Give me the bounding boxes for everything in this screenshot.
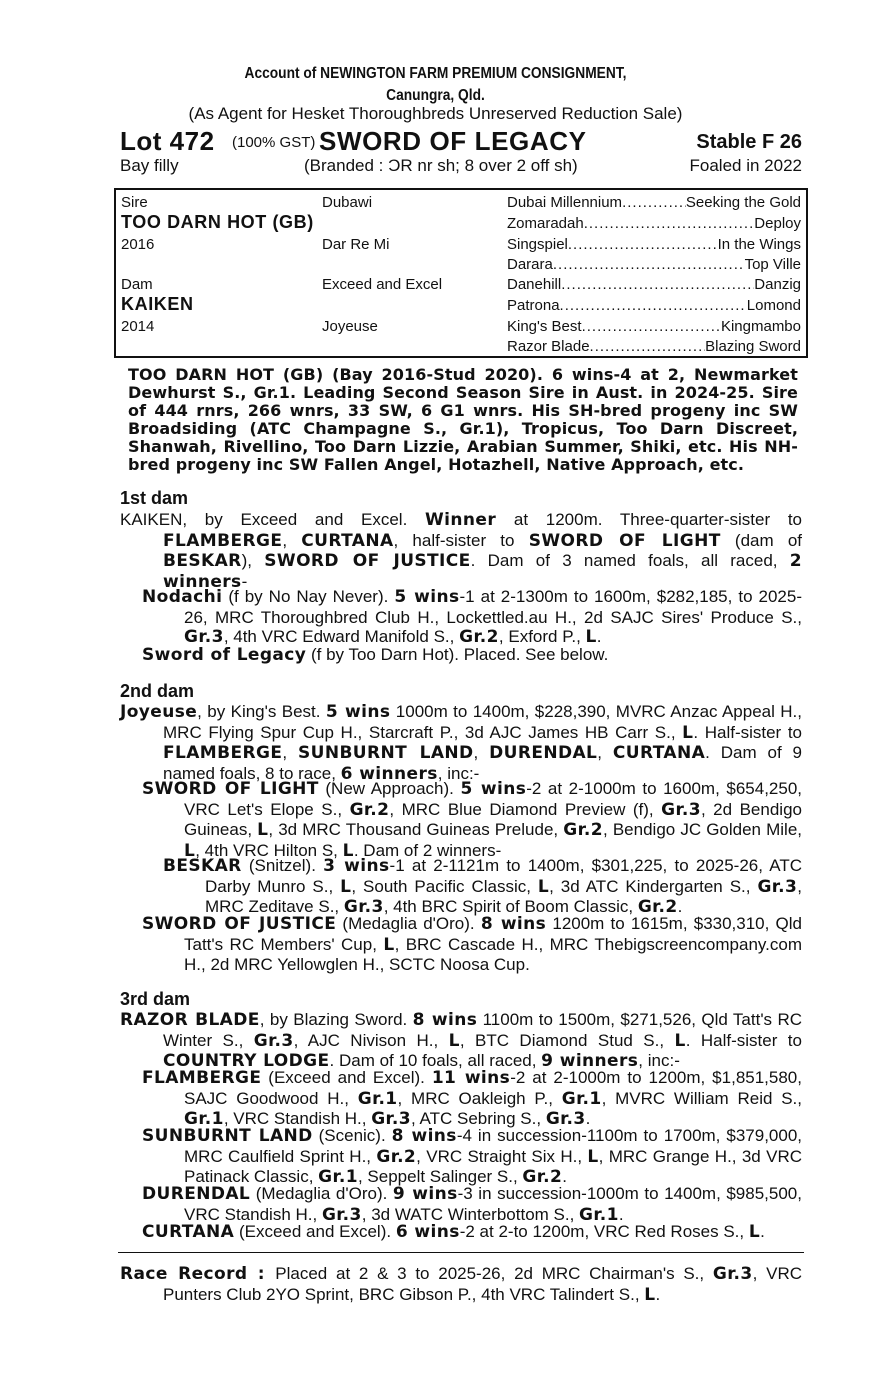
bold-run: L <box>674 1030 686 1051</box>
lot-details-row <box>120 156 802 178</box>
text-run: , 4th BRC Spirit of Boom Classic, <box>383 897 638 916</box>
bold-run: SUNBURNT LAND <box>142 1126 313 1146</box>
ancestor-dam-sire: Deploy <box>754 215 801 232</box>
text-run: , 4th VRC Hilton S, <box>195 840 343 860</box>
second-dam-heading: 2nd dam <box>120 681 195 701</box>
text-run: (Exceed and Excel). <box>261 1068 432 1087</box>
text-run: -1 at 2-1300m to 1600m, $282,185, to 2025-26, MRC Thoroughbred Club H., Lockettled.au H., 2d SAJC Sires' Produce S., <box>184 587 802 627</box>
text-run: , 3d ATC Kindergarten S., <box>549 876 758 896</box>
bold-run: L <box>585 627 597 647</box>
text-run: ), <box>241 551 265 570</box>
text-run: , VRC Punters Club 2YO Sprint, BRC Gibson P., 4th VRC Talindert S., <box>163 1264 803 1304</box>
bold-run: CURTANA <box>142 1222 235 1242</box>
leader-dots <box>561 276 754 294</box>
text-run: 1000m to 1400m, $228,390, MVRC Anzac Appeal H., MRC Flying Spur Cup H., Starcraft P., 3d AJC James HB Carr S., <box>163 702 802 742</box>
ancestor-dam-sire: In the Wings <box>717 236 801 253</box>
ancestor-sire: Patrona <box>507 297 560 314</box>
text-run: , BRC Cascade H., MRC Thebigscreencompany.com H., 2d MRC Yellowglen H., SCTC Noosa Cup. <box>184 934 802 974</box>
bold-run: Gr.3 <box>712 1264 753 1284</box>
foal-entry <box>142 587 802 648</box>
third-gen-row <box>507 194 801 212</box>
third-dam-heading: 3rd dam <box>120 989 191 1009</box>
leader-dots <box>584 215 755 233</box>
third-gen-row <box>507 256 801 274</box>
foal-entry <box>142 645 802 666</box>
bold-run: COUNTRY LODGE <box>163 1051 330 1071</box>
bold-run: 8 wins <box>412 1010 478 1030</box>
text-run: Placed at 2 & 3 to 2025-26, 2d MRC Chairman's S., <box>275 1264 713 1283</box>
foal-entry <box>142 1068 802 1130</box>
third-gen-row <box>507 338 801 356</box>
bold-run: SWORD OF JUSTICE <box>264 551 471 571</box>
ancestor-sire: Zomaradah <box>507 215 584 232</box>
text-run: , <box>282 743 298 762</box>
text-run: (Exceed and Excel). <box>234 1222 396 1241</box>
foal-entry <box>142 1126 802 1188</box>
bold-run: FLAMBERGE <box>142 1068 262 1088</box>
ancestor-sire: Razor Blade <box>507 338 590 355</box>
text-run: (New Approach). <box>318 779 461 798</box>
bold-run: Gr.3 <box>371 1109 412 1129</box>
text-run: (f by No Nay Never). <box>222 587 395 606</box>
text-run: , Exford P., <box>498 627 586 646</box>
bold-run: Gr.1 <box>184 1109 224 1129</box>
race-record <box>120 1264 802 1305</box>
grandfoal-entry <box>163 856 802 918</box>
text-run: (f by Too Darn Hot). Placed. See below. <box>306 645 609 664</box>
third-gen-row <box>507 236 801 254</box>
bold-run: CURTANA <box>612 743 706 763</box>
text-run: . Half-sister to <box>685 1030 802 1050</box>
text-run: , MVRC William Reid S., <box>601 1088 802 1108</box>
text-run: , South Pacific Classic, <box>351 876 538 896</box>
dam-entry <box>120 510 802 592</box>
text-run: , Bendigo JC Golden Mile, <box>603 820 802 839</box>
lot-number: Lot 472 <box>120 126 215 156</box>
dam-entry <box>120 1010 802 1072</box>
text-run: . <box>677 897 683 916</box>
text-run: , 3d WATC Winterbottom S., <box>361 1204 580 1224</box>
first-dam-heading: 1st dam <box>120 488 189 508</box>
foal-entry <box>142 914 802 975</box>
bold-run: SWORD OF LIGHT <box>142 779 319 799</box>
text-run: . Half-sister to <box>693 722 803 742</box>
text-run: , MRC Grange H., 3d VRC Patinack Classic, <box>184 1146 802 1186</box>
text-run: , AJC Nivison H., <box>293 1030 449 1050</box>
ancestor-dam-sire: Seeking the Gold <box>685 194 801 211</box>
text-run: -2 at 2-1000m to 1200m, $1,851,580, SAJC Goodwood H., <box>184 1068 802 1108</box>
text-run: , by King's Best. <box>197 702 326 721</box>
text-run: , <box>473 743 490 762</box>
bold-run: Winner <box>425 510 497 530</box>
bold-run: 3 wins <box>323 856 390 876</box>
leader-dots <box>553 256 745 274</box>
bold-run: 11 wins <box>431 1068 511 1088</box>
bold-run: 9 wins <box>392 1184 458 1204</box>
bold-run: Gr.3 <box>184 627 224 647</box>
text-run: (Scenic). <box>312 1126 392 1145</box>
third-gen-row <box>507 318 801 336</box>
lot-title-row <box>120 126 802 156</box>
text-run: . <box>655 1284 661 1304</box>
ancestor-dam-sire: Lomond <box>746 297 801 314</box>
bold-run: Gr.3 <box>661 799 701 820</box>
ancestor-dam-sire: Top Ville <box>744 256 801 273</box>
bold-run: 8 wins <box>391 1126 457 1146</box>
text-run: , MRC Zeditave S., <box>205 876 802 916</box>
bold-run: Gr.3 <box>253 1030 294 1051</box>
bold-run: SUNBURNT LAND <box>297 743 474 763</box>
bold-run: Gr.2 <box>376 1146 417 1167</box>
bold-run: 6 wins <box>395 1222 460 1242</box>
text-run: (dam of <box>720 530 803 550</box>
text-run: , 4th VRC Edward Manifold S., <box>223 627 460 646</box>
ancestor-sire: Darara <box>507 256 553 273</box>
text-run: , ATC Sebring S., <box>411 1109 546 1128</box>
leader-dots <box>568 236 718 254</box>
text-run: , <box>282 530 302 550</box>
text-run: , by Blazing Sword. <box>259 1010 413 1029</box>
sire-dam: Dar Re Mi <box>322 236 390 253</box>
bold-run: Gr.1 <box>318 1167 358 1187</box>
stable-number: Stable F 26 <box>696 131 802 153</box>
bold-run: SWORD OF JUSTICE <box>142 914 337 934</box>
bold-run: L <box>537 876 550 897</box>
bold-run: Gr.1 <box>579 1204 619 1225</box>
consignor-line: Account of NEWINGTON FARM PREMIUM CONSIGNMENT, <box>244 65 627 82</box>
foal-entry <box>142 1222 802 1243</box>
bold-run: Gr.3 <box>757 876 798 897</box>
ancestor-dam-sire: Kingmambo <box>720 318 801 335</box>
horse-name: SWORD OF LEGACY <box>319 126 587 156</box>
bold-run: L <box>342 840 354 861</box>
dam-entry <box>120 702 802 784</box>
bold-run: L <box>340 876 352 897</box>
text-run: , 2d Bendigo Guineas, <box>184 799 802 839</box>
bold-run: 9 winners <box>541 1051 639 1071</box>
dam-dam: Joyeuse <box>322 318 378 335</box>
brand-description: (Branded : ƆR nr sh; 8 over 2 off sh) <box>304 156 578 175</box>
bold-run: FLAMBERGE <box>163 530 283 551</box>
third-gen-row <box>507 215 801 233</box>
text-run: (Medaglia d'Oro). <box>250 1184 393 1203</box>
leader-dots <box>560 297 747 315</box>
bold-run: 5 wins <box>460 779 527 799</box>
text-run: . <box>585 1109 591 1128</box>
dam-sire: Exceed and Excel <box>322 276 443 293</box>
text-run: , BTC Diamond Stud S., <box>459 1030 675 1050</box>
bold-run: 5 wins <box>394 587 460 607</box>
text-run: , VRC Standish H., <box>223 1109 372 1128</box>
dam-label: Dam <box>121 276 153 293</box>
foaled-year: Foaled in 2022 <box>689 156 802 175</box>
text-run: - <box>241 571 248 591</box>
text-run: 1200m to 1615m, $330,310, Qld Tatt's RC Members' Cup, <box>184 914 802 954</box>
bold-run: 8 wins <box>480 914 547 934</box>
gst-note: (100% GST) <box>232 134 316 151</box>
bold-run: 6 winners <box>340 763 438 784</box>
text-run: , MRC Oakleigh P., <box>397 1088 562 1108</box>
bold-run: DURENDAL <box>142 1184 251 1204</box>
divider <box>118 1252 804 1253</box>
bold-run: L <box>748 1222 761 1242</box>
text-run: , 3d MRC Thousand Guineas Prelude, <box>268 820 564 839</box>
text-run: . Dam of 9 named foals, 8 to race, <box>163 743 803 783</box>
bold-run: Joyeuse <box>120 702 198 722</box>
text-run: -1 at 2-1121m to 1400m, $301,225, to 2025-26, ATC Darby Munro S., <box>205 856 802 896</box>
foal-entry <box>142 1184 802 1225</box>
bold-run: Nodachi <box>142 587 223 607</box>
text-run: KAIKEN, by Exceed and Excel. <box>120 510 426 529</box>
text-run: . <box>562 1167 567 1186</box>
ancestor-dam-sire: Blazing Sword <box>705 338 801 355</box>
bold-run: L <box>644 1284 656 1305</box>
text-run: -4 in succession-1100m to 1700m, $379,000, MRC Caulfield Sprint H., <box>184 1126 802 1166</box>
text-run: . <box>760 1222 765 1241</box>
text-run: . <box>596 627 602 646</box>
text-run: (Medaglia d'Oro). <box>336 914 481 933</box>
text-run: . Dam of 2 winners- <box>353 840 502 860</box>
ancestor-sire: King's Best <box>507 318 582 335</box>
text-run: . <box>618 1204 624 1224</box>
bold-run: L <box>448 1030 460 1051</box>
sire-sire: Dubawi <box>322 194 373 211</box>
bold-run: L <box>184 840 196 861</box>
bold-run: Race Record : <box>120 1264 276 1284</box>
text-run: (Snitzel). <box>241 856 324 875</box>
text-run: , <box>597 743 613 762</box>
bold-run: DURENDAL <box>489 743 598 763</box>
text-run: , inc:- <box>638 1051 680 1070</box>
text-run: , MRC Blue Diamond Preview (f), <box>389 799 662 819</box>
bold-run: FLAMBERGE <box>163 743 283 763</box>
bold-run: Gr.2 <box>637 897 678 917</box>
bold-run: Gr.3 <box>321 1204 362 1225</box>
bold-run: L <box>682 722 694 743</box>
bold-run: CURTANA <box>301 530 394 551</box>
bold-run: Gr.3 <box>343 897 384 917</box>
sex-colour: Bay filly <box>120 156 179 175</box>
leader-dots <box>622 194 686 212</box>
ancestor-sire: Dubai Millennium <box>507 194 623 211</box>
text-run: -3 in succession-1000m to 1400m, $985,500, VRC Standish H., <box>184 1184 802 1224</box>
text-run: , inc:- <box>437 763 480 783</box>
bold-run: Gr.1 <box>357 1088 398 1109</box>
bold-run: Gr.3 <box>545 1109 586 1129</box>
dam-name: KAIKEN <box>121 294 194 314</box>
sire-year: 2016 <box>121 236 155 253</box>
third-gen-row <box>507 297 801 315</box>
bold-run: Sword of Legacy <box>142 645 307 665</box>
sire-name: TOO DARN HOT (GB) <box>121 212 314 232</box>
bold-run: BESKAR <box>163 551 242 571</box>
dam-year: 2014 <box>121 318 155 335</box>
bold-run: Gr.2 <box>349 799 390 820</box>
bold-run: Gr.1 <box>561 1088 602 1109</box>
bold-run: BESKAR <box>163 856 242 876</box>
ancestor-sire: Danehill <box>507 276 562 293</box>
sire-label: Sire <box>121 194 148 211</box>
text-run: -2 at 2-to 1200m, VRC Red Roses S., <box>459 1222 749 1241</box>
bold-run: Gr.2 <box>563 820 604 840</box>
leader-dots <box>582 318 721 336</box>
bold-run: RAZOR BLADE <box>120 1010 260 1030</box>
bold-run: L <box>383 934 395 955</box>
agent-line: (As Agent for Hesket Thoroughbreds Unreserved Reduction Sale) <box>188 104 683 123</box>
bold-run: L <box>257 820 269 840</box>
text-run: , VRC Straight Six H., <box>416 1146 588 1166</box>
bold-run: SWORD OF LIGHT <box>528 530 721 551</box>
sire-summary: TOO DARN HOT (GB) (Bay 2016-Stud 2020). 6 wins-4 at 2, Newmarket Dewhurst S., Gr.1. Leading Second Season Sire in Aust. in 2024-25. Sire of 444 rnrs, 266 wnrs, 33 SW, 6 G1 wnrs. His SH-bred progeny inc SW Broadsiding (ATC Champagne S., Gr.1), Tropicus, Too Darn Discreet, Shanwah, Rivellino, Too Darn Lizzie, Arabian Summer, Shiki, etc. His NH-bred progeny inc SW Fallen Angel, Hotazhell, Native Approach, etc. <box>128 365 798 474</box>
bold-run: L <box>587 1146 599 1167</box>
text-run: , Seppelt Salinger S., <box>357 1167 523 1186</box>
text-run: . Dam of 3 named foals, all raced, <box>470 551 790 570</box>
third-gen-row <box>507 276 801 294</box>
text-run: , half-sister to <box>393 530 529 550</box>
bold-run: 2 winners <box>163 551 803 592</box>
text-run: 1100m to 1500m, $271,526, Qld Tatt's RC Winter S., <box>163 1010 802 1050</box>
bold-run: Gr.2 <box>522 1167 563 1187</box>
ancestor-dam-sire: Danzig <box>754 276 801 293</box>
bold-run: 5 wins <box>325 702 391 722</box>
text-run: at 1200m. Three-quarter-sister to <box>496 510 803 529</box>
consignor-location: Canungra, Qld. <box>386 87 485 104</box>
leader-dots <box>590 338 706 356</box>
bold-run: Gr.2 <box>459 627 499 647</box>
ancestor-sire: Singspiel <box>507 236 568 253</box>
text-run: . Dam of 10 foals, all raced, <box>329 1051 542 1070</box>
foal-entry <box>142 779 802 861</box>
pedigree-table <box>114 188 808 358</box>
text-run: -2 at 2-1000m to 1600m, $654,250, VRC Let's Elope S., <box>184 779 803 819</box>
